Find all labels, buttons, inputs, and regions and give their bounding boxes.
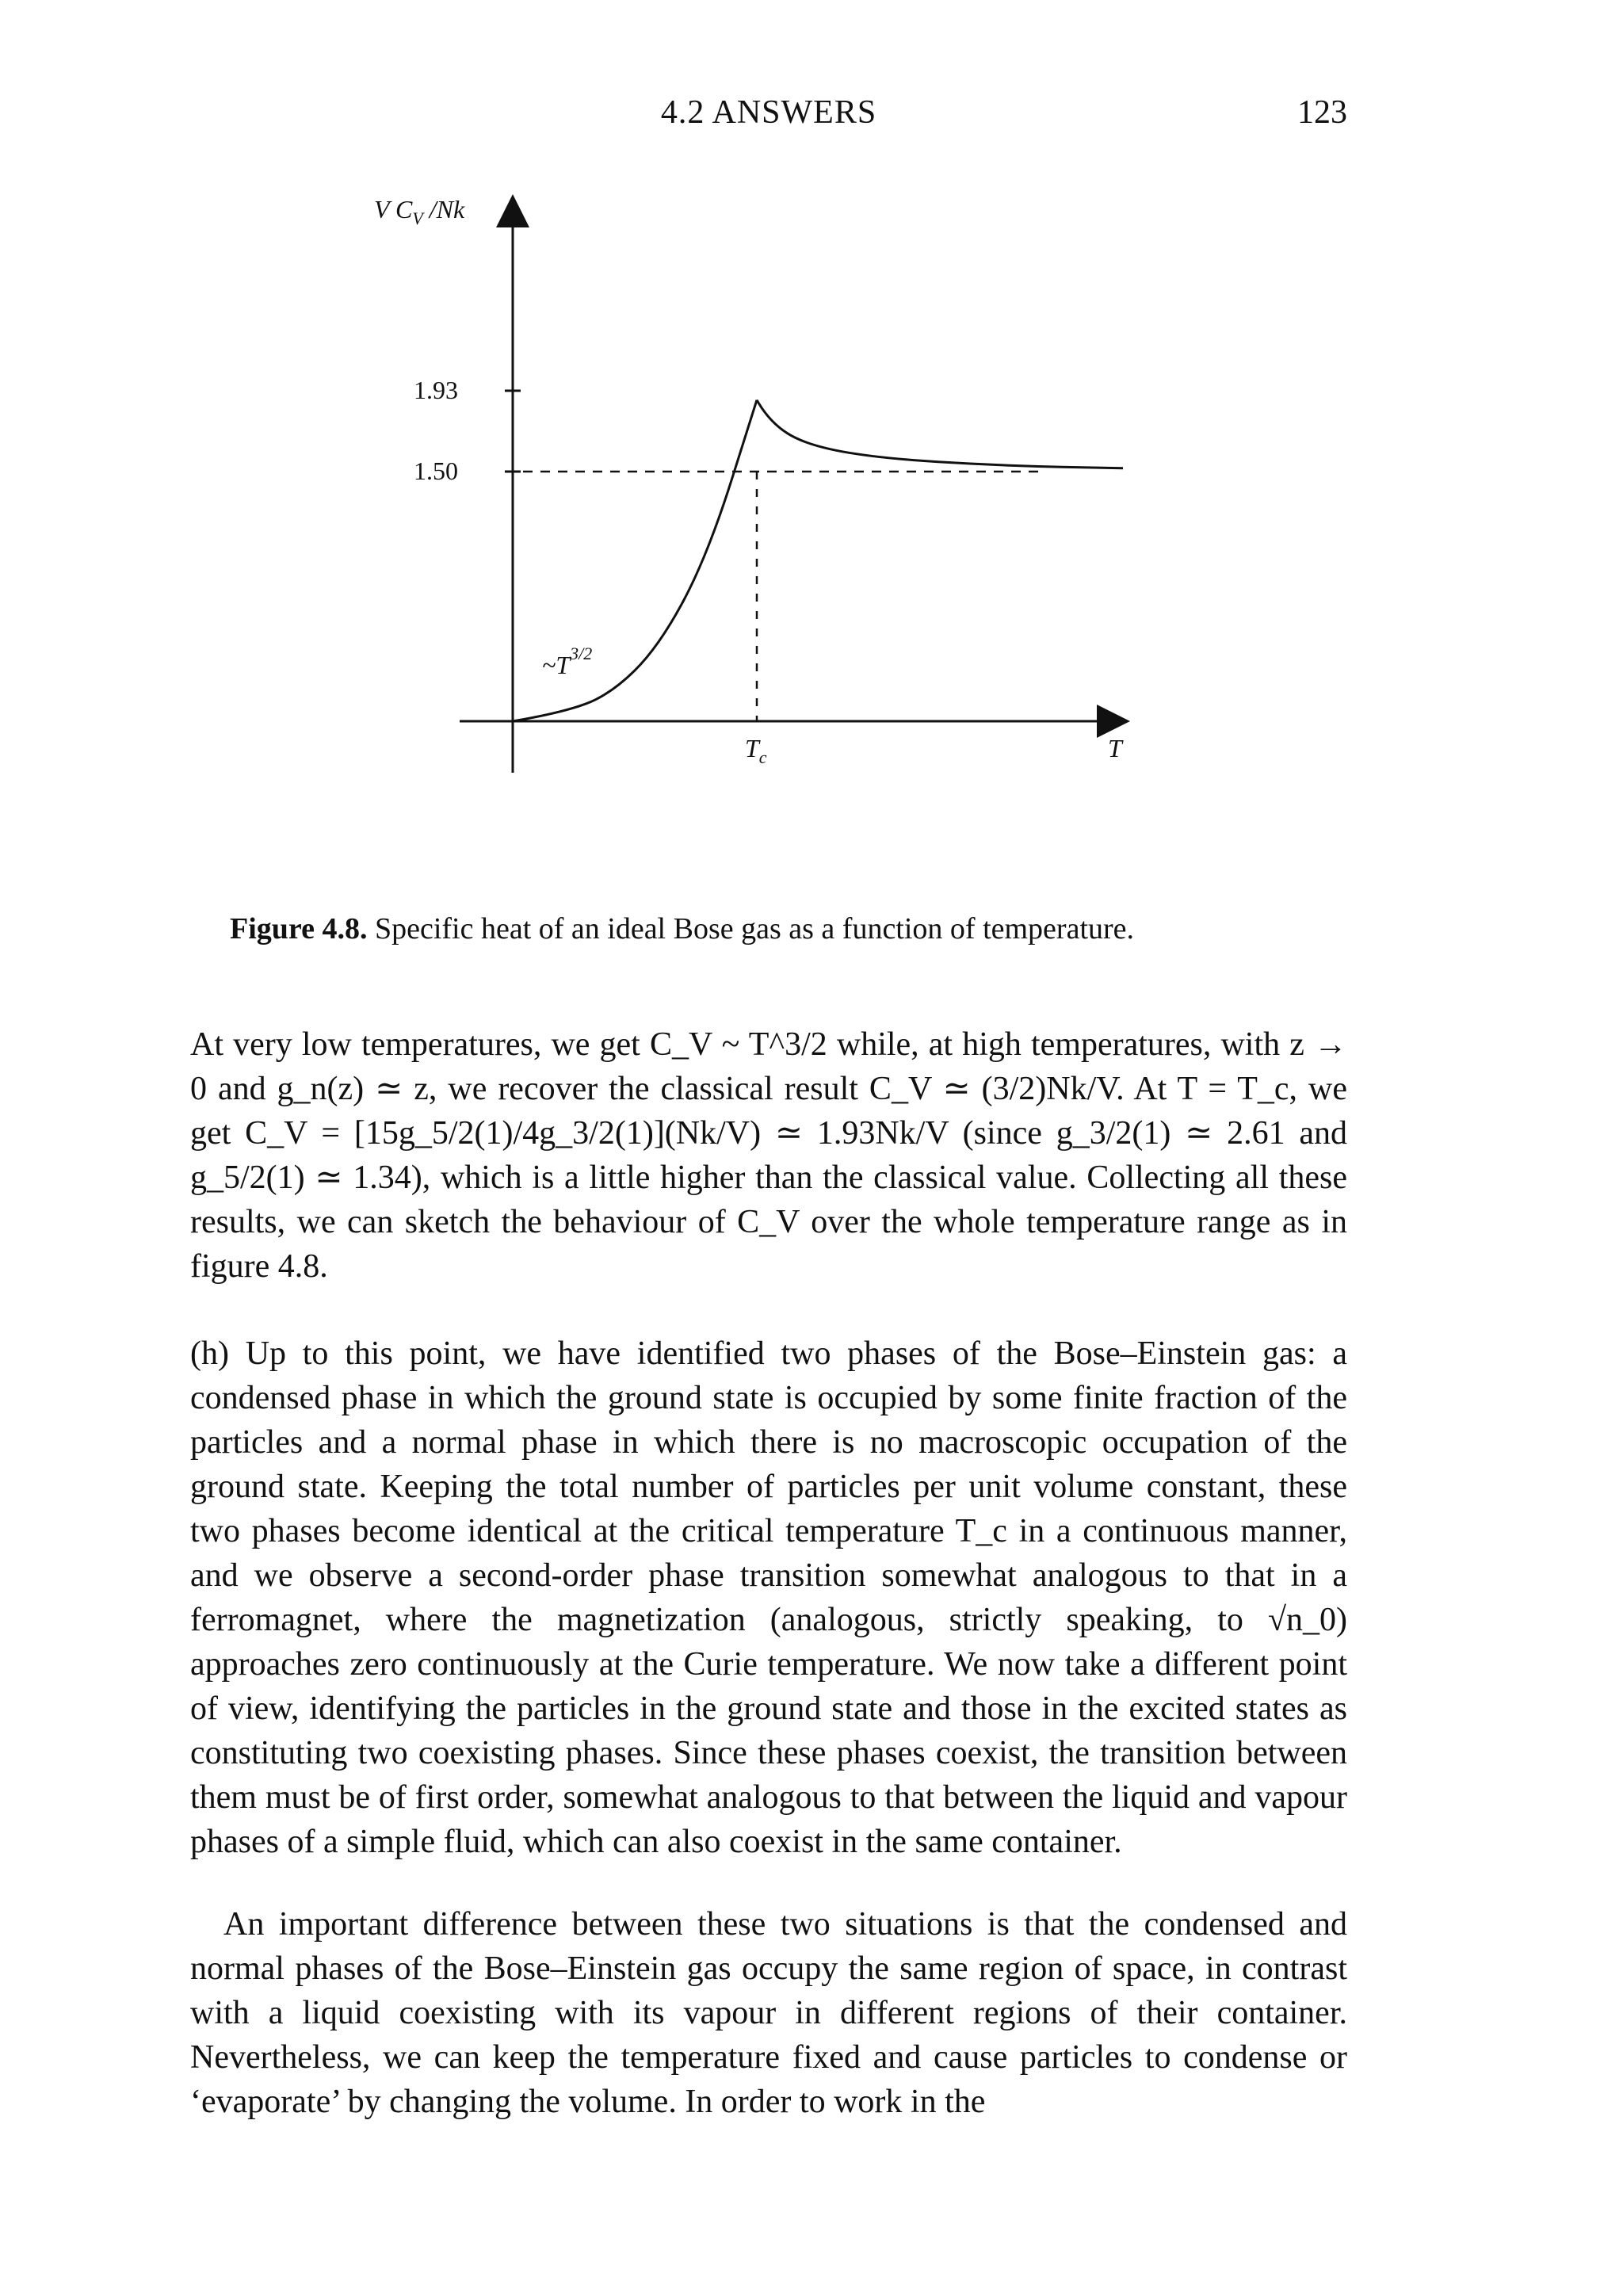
running-header-section: 4.2 ANSWERS — [660, 94, 877, 131]
page-header — [190, 94, 1347, 141]
figure-4-8 — [0, 182, 1623, 896]
paragraph-low-high-temperature — [190, 1022, 1347, 1289]
figure-caption — [230, 910, 1419, 948]
paragraph-text: At very low temperatures, we get C_V ~ T^3/2 while, at high temperatures, with z → 0 and g_n(z) ≃ z, we recover the classical result C_V ≃ (3/2)Nk/V. At T = T_c, we get C_V = [15g_5/2(1)/4g_3/2(1)](Nk/V) ≃ 1.93Nk/V (since g_3/2(1) ≃ 2.61 and g_5/2(1) ≃ 1.34), which is a little higher than the classical value. Collecting all these results, we can sketch the behaviour of C_V over the whole temperature range as in figure 4.8. — [190, 1026, 1347, 1285]
low-temperature-annotation: $\sim T^{3/2}$ — [542, 644, 593, 679]
y-tick-low-label: 1.50 — [414, 457, 458, 485]
x-axis-label: T — [1108, 734, 1122, 762]
critical-temperature-label: $T_c$ — [745, 734, 767, 767]
caption-text: Specific heat of an ideal Bose gas as a function of temperature. — [367, 912, 1135, 946]
page-number: 123 — [1297, 94, 1347, 131]
paragraph-text: An important difference between these two situations is that the condensed and normal phases of the Bose–Einstein gas occupy the same region of space, in contrast with a liquid coexisting with its vapour in different regions of their container. Nevertheless, we can keep the temperature fixed and cause particles to condense or ‘evaporate’ by changing the volume. In order to work in the — [190, 1906, 1347, 2120]
paragraph-difference — [190, 1902, 1347, 2124]
specific-heat-curve-above-tc — [757, 400, 1123, 468]
y-tick-high-label: 1.93 — [414, 376, 458, 404]
y-axis-label: V $C_V$ /Nk — [374, 195, 465, 228]
specific-heat-chart — [0, 182, 1623, 896]
paragraph-text: (h) Up to this point, we have identified two phases of the Bose–Einstein gas: a condensed phase in which the ground state is occupied by some finite fraction of the particles and a normal phase in which there is no macroscopic occupation of the ground state. Keeping the total number of particles per unit volume constant, these two phases become identical at the critical temperature T_c in a continuous manner, and we observe a second-order phase transition somewhat analogous to that in a ferromagnet, where the magnetization (analogous, strictly speaking, to √n_0) approaches zero continuously at the Curie temperature. We now take a different point of view, identifying the particles in the ground state and those in the excited states as constituting two coexisting phases. Since these phases coexist, the transition between them must be of first order, somewhat analogous to that between the liquid and vapour phases of a simple fluid, which can also coexist in the same container. — [190, 1335, 1347, 1860]
paragraph-phases — [190, 1331, 1347, 1864]
caption-label: Figure 4.8. — [230, 912, 368, 946]
